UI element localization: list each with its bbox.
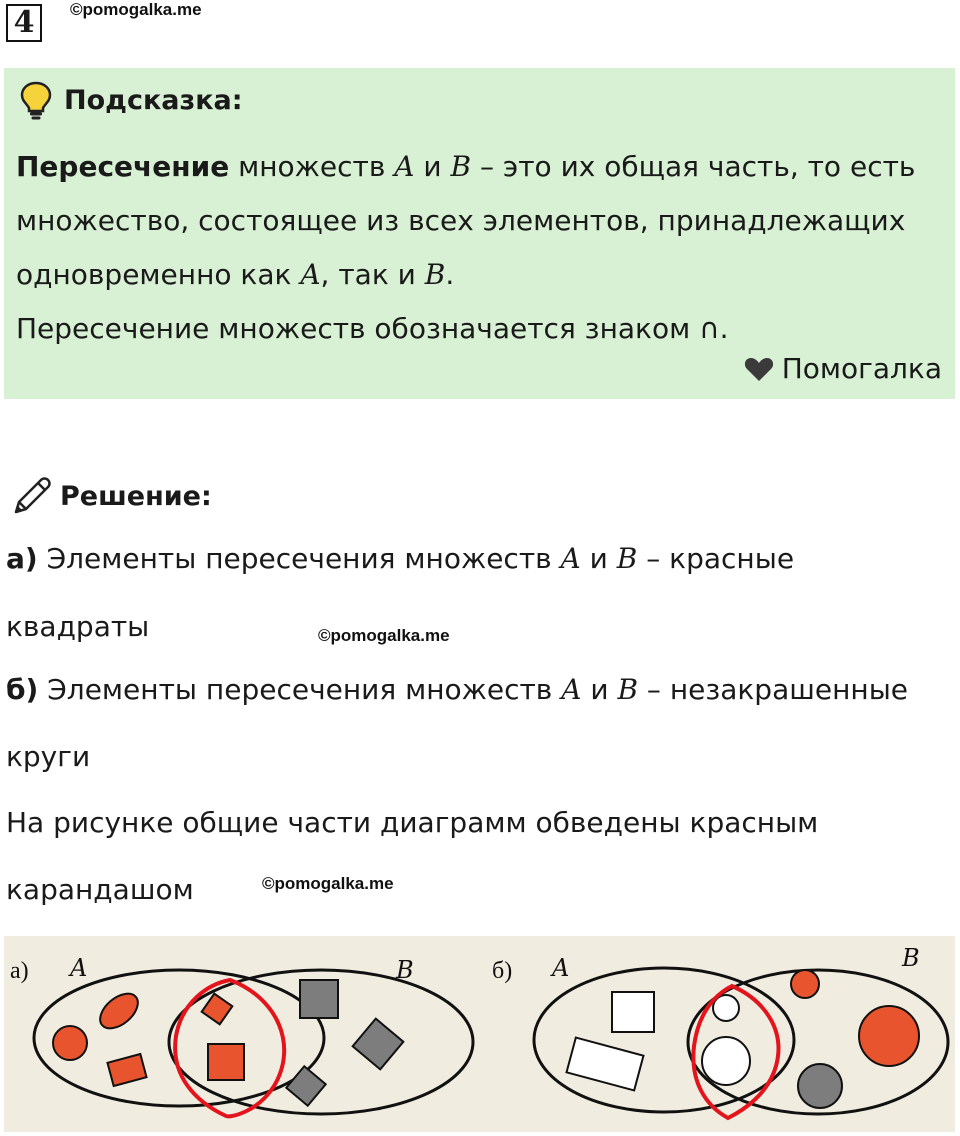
hint-text: – это их общая часть, то есть множество, состоящее из всех элементов, принадлежащих одновременно как	[16, 150, 916, 291]
signature	[744, 352, 942, 385]
note-line1: На рисунке общие части диаграмм обведены красным	[6, 806, 819, 839]
hint-title-text: Подсказка:	[64, 84, 243, 116]
figure-label-a: а)	[10, 958, 29, 984]
answer-a-line2: квадраты	[6, 610, 150, 643]
set-b-symbol: B	[450, 150, 472, 183]
pencil-icon	[10, 474, 54, 518]
hint-symbol-line: Пересечение множеств обозначается знаком ∩.	[16, 312, 729, 345]
set-b-symbol: B	[617, 673, 639, 706]
figure-b-set-a-label: A	[552, 954, 570, 982]
figure-a-set-a-label: A	[70, 954, 88, 982]
hint-and: и	[414, 150, 451, 183]
task-number: 4	[6, 4, 42, 42]
grey-square-shape	[353, 1019, 404, 1070]
hint-title	[18, 80, 243, 120]
set-b-symbol: B	[424, 258, 446, 291]
hint-definition	[16, 140, 946, 356]
hint-text: множеств	[229, 150, 395, 183]
solution-title	[10, 474, 212, 518]
figure-label-b: б)	[492, 958, 513, 984]
red-rect-shape	[107, 1054, 146, 1086]
watermark: ©pomogalka.me	[70, 0, 202, 19]
red-circle-shape	[53, 1026, 87, 1060]
figure-a-set-b-label: B	[396, 956, 414, 984]
hint-text: , так и	[320, 258, 425, 291]
white-circle-shape	[702, 1037, 750, 1085]
venn-figure	[4, 936, 955, 1132]
heart-icon	[744, 356, 774, 382]
answer-b-label: б)	[6, 673, 39, 706]
watermark: ©pomogalka.me	[262, 874, 394, 893]
white-square-shape	[612, 992, 654, 1032]
figure-b-set-b-label: B	[902, 944, 920, 972]
red-square-shape	[208, 1044, 244, 1080]
set-b-symbol: B	[616, 542, 638, 575]
answer-and: и	[580, 542, 617, 575]
answer-text: Элементы пересечения множеств	[38, 673, 562, 706]
red-circle-shape	[791, 970, 819, 998]
set-a-symbol: A	[300, 258, 321, 291]
hint-term: Пересечение	[16, 150, 230, 183]
set-a-symbol: A	[561, 673, 582, 706]
lightbulb-icon	[18, 80, 54, 120]
set-a-ellipse	[534, 968, 794, 1112]
white-rect-shape	[567, 1038, 644, 1091]
answer-text: – незакрашенные	[638, 673, 909, 706]
answer-b-line2: круги	[6, 740, 91, 773]
set-a-symbol: A	[560, 542, 581, 575]
hint-text: .	[445, 258, 455, 291]
answer-text: – красные	[637, 542, 795, 575]
solution-title-text: Решение:	[60, 480, 212, 512]
watermark: ©pomogalka.me	[318, 626, 450, 645]
red-circle-shape	[859, 1006, 919, 1066]
answer-and: и	[581, 673, 618, 706]
grey-square-shape	[300, 980, 338, 1018]
answer-b-line1	[6, 673, 908, 706]
red-square-shape	[202, 994, 233, 1025]
note-line2: карандашом	[6, 873, 194, 906]
answer-a-line1	[6, 542, 794, 575]
set-a-symbol: A	[394, 150, 415, 183]
red-oval-shape	[94, 987, 144, 1035]
answer-text: Элементы пересечения множеств	[37, 542, 561, 575]
grey-circle-shape	[798, 1064, 842, 1108]
grey-square-shape	[286, 1066, 325, 1105]
signature-text: Помогалка	[781, 352, 942, 385]
answer-a-label: а)	[6, 542, 38, 575]
